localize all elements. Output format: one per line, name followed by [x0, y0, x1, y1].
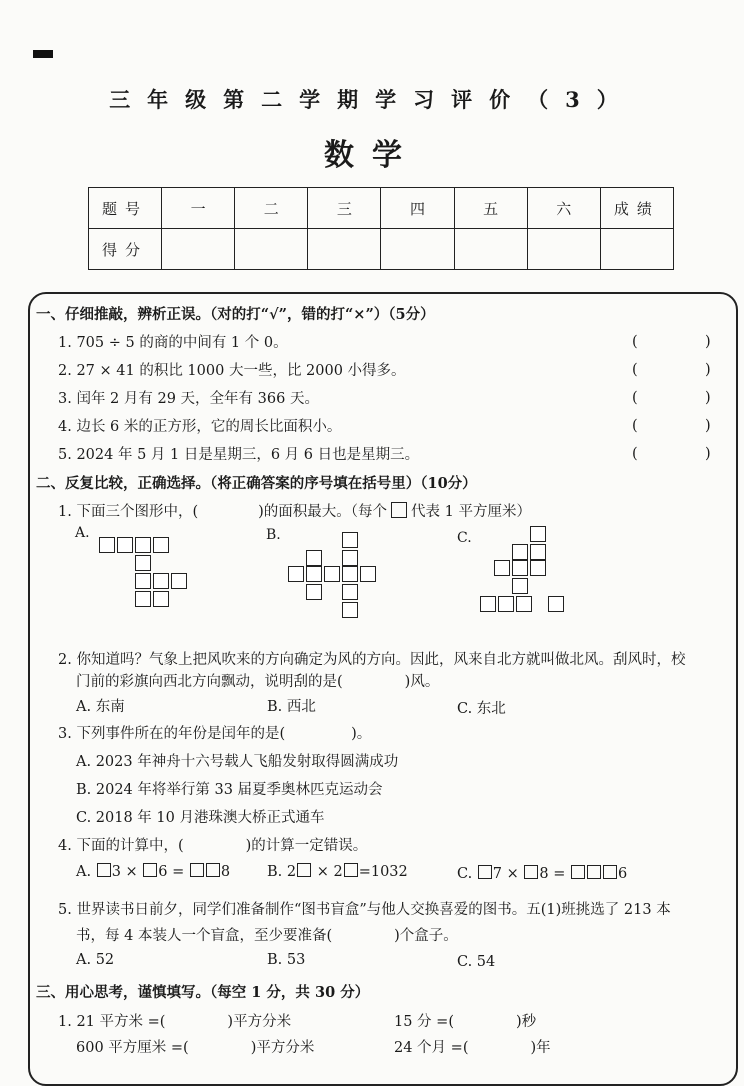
- grid-square: [342, 532, 358, 548]
- digit-box: [571, 865, 585, 879]
- option-a: A. 52: [76, 952, 115, 968]
- fill-item: 24 个月 =( )年: [394, 1040, 551, 1056]
- grid-square: [512, 560, 528, 576]
- digit-box: [344, 863, 358, 877]
- grid-square: [324, 566, 340, 582]
- fill-item: 1. 21 平方米 =( )平方分米: [58, 1014, 292, 1030]
- section2-heading: 二、反复比较，正确选择。（将正确答案的序号填在括号里）（10分）: [36, 475, 477, 492]
- section1-heading: 一、仔细推敲，辨析正误。（对的打“√”，错的打“×”）（5分）: [36, 306, 435, 323]
- digit-box: [603, 865, 617, 879]
- judge-item-4: 4. 边长 6 米的正方形，它的周长比面积小。: [58, 419, 342, 435]
- option-c: C. 东北: [457, 701, 506, 717]
- grid-square: [306, 550, 322, 566]
- option-c: C. 7 × 8 = 6: [457, 866, 628, 882]
- grid-square: [360, 566, 376, 582]
- digit-box: [297, 863, 311, 877]
- choice-q4: 4. 下面的计算中，( )的计算一定错误。: [58, 838, 368, 854]
- choice-q5-line2: 书，每 4 本装人一个盲盒，至少要准备( )个盒子。: [76, 928, 458, 944]
- score-input-cell[interactable]: [600, 229, 673, 270]
- choice-q2-line1: 2. 你知道吗？气象上把风吹来的方向确定为风的方向。因此，风来自北方就叫做北风。刮风时，校: [58, 652, 686, 668]
- grid-square: [530, 544, 546, 560]
- grid-square: [342, 584, 358, 600]
- option-c: C. 54: [457, 954, 496, 970]
- score-header-cell: 题号: [89, 188, 162, 229]
- option-a: A. 2023 年神舟十六号载人飞船发射取得圆满成功: [76, 754, 399, 770]
- choice-q5-line1: 5. 世界读书日前夕，同学们准备制作“图书盲盒”与他人交换喜爱的图书。五(1)班挑选了 213 本: [58, 902, 671, 918]
- digit-box: [206, 863, 220, 877]
- grid-square: [512, 578, 528, 594]
- option-b: B. 2024 年将举行第 33 届夏季奥林匹克运动会: [76, 782, 383, 798]
- digit-box: [478, 865, 492, 879]
- fill-item: 15 分 =( )秒: [394, 1014, 537, 1030]
- grid-square: [512, 544, 528, 560]
- option-a: A. 3 × 6 = 8: [76, 864, 231, 880]
- grid-square: [117, 537, 133, 553]
- grid-square: [516, 596, 532, 612]
- score-input-cell[interactable]: [381, 229, 454, 270]
- score-header-cell: 二: [235, 188, 308, 229]
- unit-square-icon: [391, 502, 407, 518]
- judge-item-5: 5. 2024 年 5 月 1 日是星期三，6 月 6 日也是星期三。: [58, 447, 420, 463]
- figure-c-label: C.: [457, 530, 472, 546]
- digit-box: [587, 865, 601, 879]
- grid-square: [135, 555, 151, 571]
- grid-square: [530, 526, 546, 542]
- page-title: 三年级第二学期学习评价（3）: [109, 87, 635, 112]
- subject-title: 数学: [324, 138, 420, 173]
- score-input-cell[interactable]: [454, 229, 527, 270]
- corner-mark: [33, 50, 53, 58]
- score-input-cell[interactable]: [235, 229, 308, 270]
- grid-square: [498, 596, 514, 612]
- grid-square: [288, 566, 304, 582]
- figure-a-label: A.: [75, 525, 90, 541]
- option-b: B. 53: [267, 952, 306, 968]
- grid-square: [548, 596, 564, 612]
- score-row-label: 得分: [89, 229, 162, 270]
- grid-square: [306, 584, 322, 600]
- choice-q2-line2: 门前的彩旗向西北方向飘动，说明刮的是( )风。: [76, 674, 440, 690]
- score-input-cell[interactable]: [162, 229, 235, 270]
- option-b: B. 2 × 2 =1032: [267, 864, 408, 880]
- grid-square: [153, 537, 169, 553]
- score-header-cell: 六: [527, 188, 600, 229]
- judge-item-3: 3. 闰年 2 月有 29 天，全年有 366 天。: [58, 391, 319, 407]
- digit-box: [190, 863, 204, 877]
- choice-q3: 3. 下列事件所在的年份是闰年的是( )。: [58, 726, 372, 742]
- grid-square: [480, 596, 496, 612]
- choice-q1: 1. 下面三个图形中，( )的面积最大。（每个 代表 1 平方厘米）: [58, 504, 531, 520]
- score-header-cell: 成绩: [600, 188, 673, 229]
- option-b: B. 西北: [267, 699, 316, 715]
- score-header-cell: 一: [162, 188, 235, 229]
- grid-square: [342, 550, 358, 566]
- score-input-cell[interactable]: [527, 229, 600, 270]
- score-input-cell[interactable]: [308, 229, 381, 270]
- judge-item-2: 2. 27 × 41 的积比 1000 大一些，比 2000 小得多。: [58, 363, 406, 379]
- option-c: C. 2018 年 10 月港珠澳大桥正式通车: [76, 810, 325, 826]
- judge-item-1: 1. 705 ÷ 5 的商的中间有 1 个 0。: [58, 335, 288, 351]
- figure-b-label: B.: [266, 527, 281, 543]
- grid-square: [153, 591, 169, 607]
- grid-square: [494, 560, 510, 576]
- digit-box: [97, 863, 111, 877]
- grid-square: [153, 573, 169, 589]
- score-header-cell: 三: [308, 188, 381, 229]
- grid-square: [171, 573, 187, 589]
- grid-square: [530, 560, 546, 576]
- digit-box: [524, 865, 538, 879]
- digit-box: [143, 863, 157, 877]
- option-a: A. 东南: [76, 699, 125, 715]
- score-header-cell: 五: [454, 188, 527, 229]
- section3-heading: 三、用心思考，谨慎填写。（每空 1 分，共 30 分）: [36, 984, 370, 1001]
- grid-square: [306, 566, 322, 582]
- grid-square: [135, 537, 151, 553]
- grid-square: [135, 591, 151, 607]
- grid-square: [342, 566, 358, 582]
- grid-square: [99, 537, 115, 553]
- fill-item: 600 平方厘米 =( )平方分米: [76, 1040, 315, 1056]
- score-table: [88, 187, 674, 270]
- score-header-cell: 四: [381, 188, 454, 229]
- grid-square: [135, 573, 151, 589]
- grid-square: [342, 602, 358, 618]
